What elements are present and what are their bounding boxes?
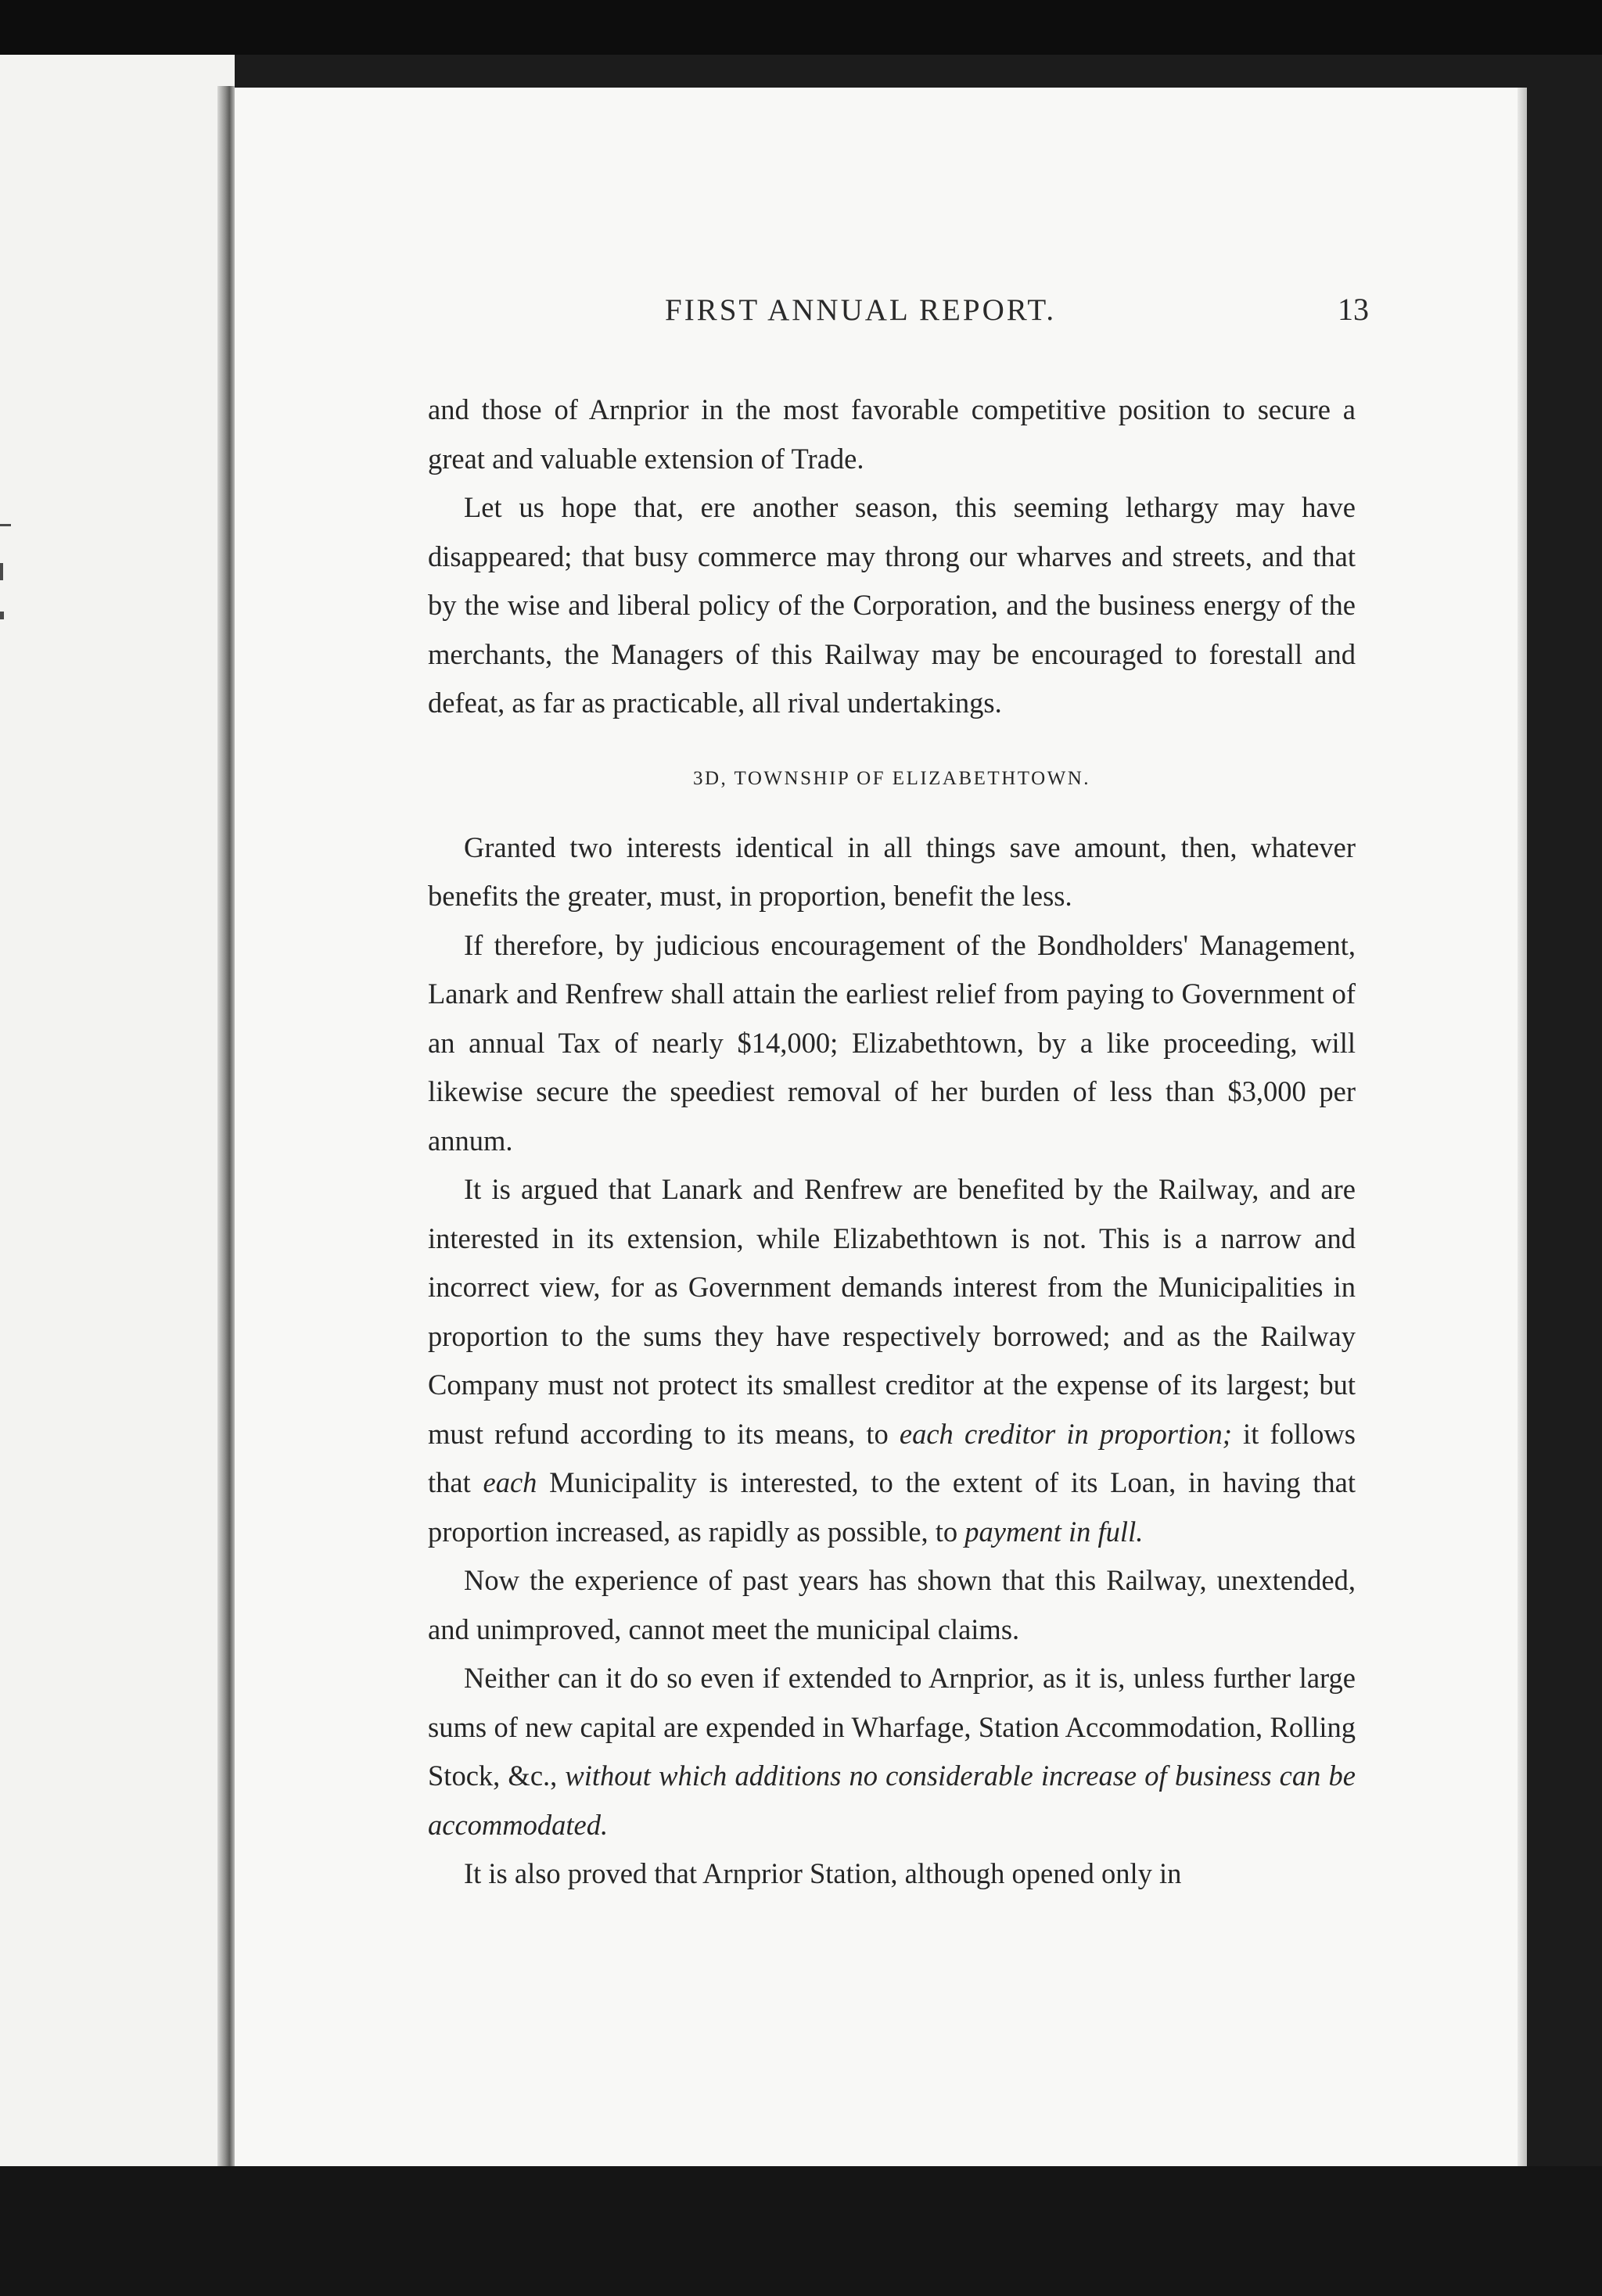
text-run: Neither can it do so even if extended to Arnprior, as it is, unless further large sums of new capital are expended in Wharfage, Station Accommodation, Rolling Stock, &c., [428,1662,1356,1792]
paragraph: It is also proved that Arnprior Station, although opened only in [464,1857,1182,1889]
italic-text: each creditor in proportion; [899,1417,1232,1450]
facing-page-text-fragment [0,563,3,580]
scan-top-border [0,0,1602,55]
paragraph: If therefore, by judicious encouragement of the Bondholders' Management, Lanark and Renfrew shall attain the earliest relief from paying to Government of an annual Tax of nearly $14,000; Elizabethtown, by a like proceeding, will likewise secure the speediest removal of her burden of less than $3,000 per annum. [428,928,1356,1157]
page-body [428,386,1356,1899]
paragraph: Let us hope that, ere another season, this seeming lethargy may have disappeared; that busy commerce may throng our wharves and streets, and that by the wise and liberal policy of the Corporation, and the business energy of the merchants, the Managers of this Railway may be encouraged to forestall and defeat, as far as practicable, all rival undertakings. [428,491,1356,719]
scan-bottom-border [0,2166,1602,2296]
page-number: 13 [1338,292,1369,327]
book-gutter [217,86,235,2166]
section-heading: 3D, TOWNSHIP OF ELIZABETHTOWN. [692,767,1091,789]
text-run: It is argued that Lanark and Renfrew are benefited by the Railway, and are interested in its extension, while Elizabethtown is not. This is a narrow and incorrect view, for as Government demands interest from the Municipalities in proportion to the sums they have respectively borrowed; and as the Railway Company must not protect its smallest creditor at the expense of its largest; but must refund according to its means, to [428,1173,1356,1450]
running-title: FIRST ANNUAL REPORT. [665,293,1057,327]
facing-page-margin [0,55,235,2166]
paragraph [428,1654,1356,1849]
italic-text: without which additions no considerable increase of business can be accommodated. [428,1760,1356,1841]
facing-page-text-fragment [0,524,11,526]
page-header [430,291,1369,328]
paragraph [428,1165,1356,1556]
facing-page-text-fragment [0,612,4,619]
italic-text: each [483,1466,537,1498]
text-run: it follows that [428,1417,1356,1498]
text-run: Municipality is interested, to the extent of its Loan, in having that proportion increased, as rapidly as possible, to [428,1466,1356,1548]
italic-text: payment in full. [964,1515,1144,1548]
paragraph: Granted two interests identical in all things save amount, then, whatever benefits the greater, must, in proportion, benefit the less. [428,831,1356,912]
page-edge [1518,88,1527,2168]
paragraph: Now the experience of past years has shown that this Railway, unextended, and unimproved, cannot meet the municipal claims. [428,1564,1356,1645]
paragraph: and those of Arnprior in the most favorable competitive position to secure a great and valuable extension of Trade. [428,393,1356,475]
